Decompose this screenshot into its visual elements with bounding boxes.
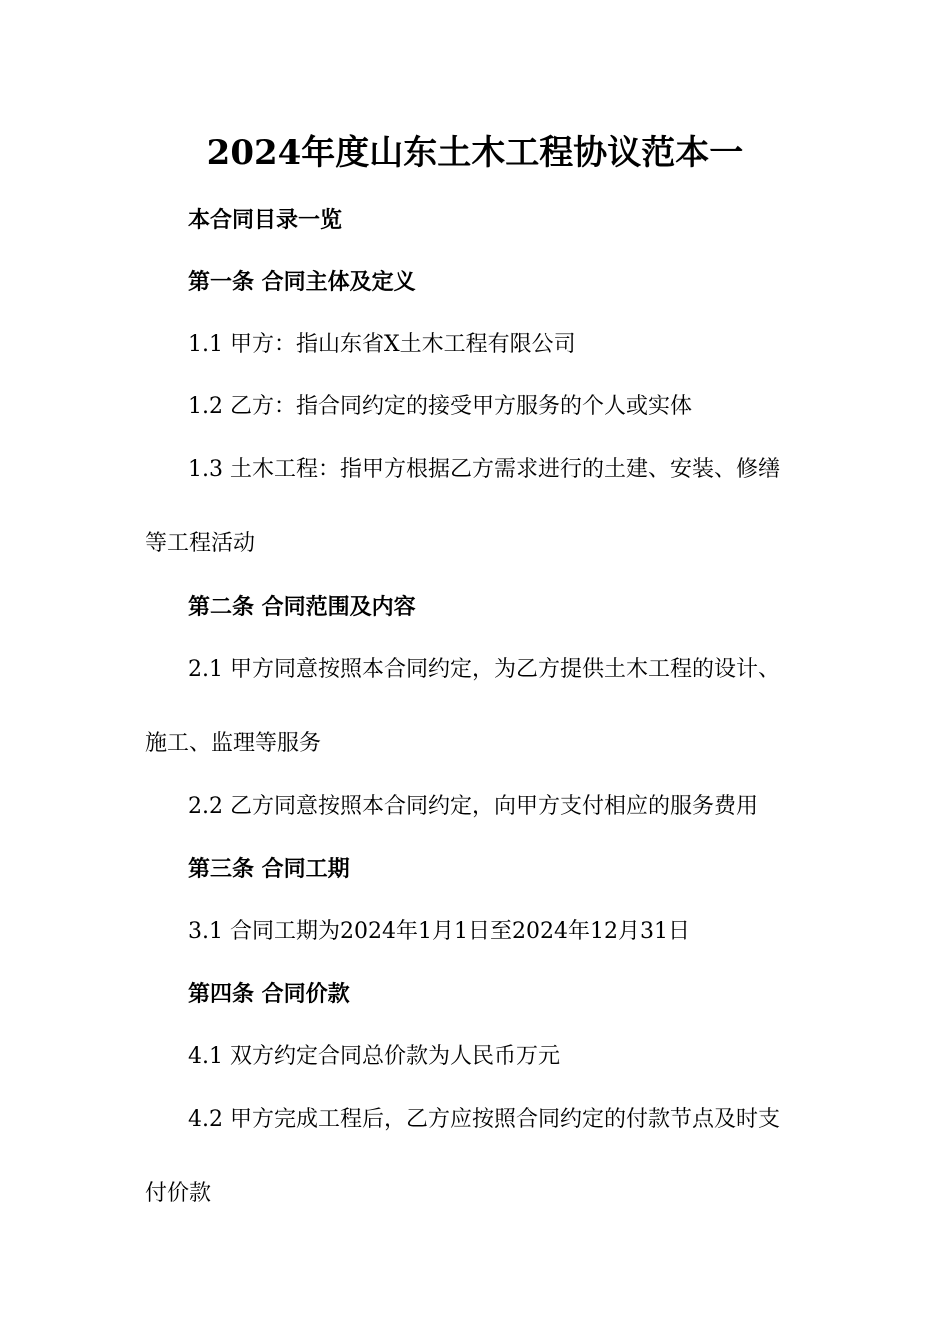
document-title: 2024年度山东土木工程协议范本一 (206, 133, 744, 173)
clause-3-1: 3.1 合同工期为2024年1月1日至2024年12月31日 (188, 919, 690, 944)
clause-2-1-line-1: 2.1 甲方同意按照本合同约定，为乙方提供土木工程的设计、 (188, 657, 780, 682)
clause-1-3-line-2: 等工程活动 (145, 531, 256, 556)
article-2-heading: 第二条 合同范围及内容 (188, 594, 416, 620)
clause-1-1: 1.1 甲方：指山东省X土木工程有限公司 (188, 332, 576, 357)
article-1-heading: 第一条 合同主体及定义 (188, 269, 416, 295)
clause-1-3-line-1: 1.3 土木工程：指甲方根据乙方需求进行的土建、安装、修缮 (188, 457, 780, 482)
toc-heading: 本合同目录一览 (188, 207, 343, 233)
article-3-heading: 第三条 合同工期 (188, 856, 350, 882)
clause-1-2: 1.2 乙方：指合同约定的接受甲方服务的个人或实体 (188, 394, 692, 419)
clause-2-2: 2.2 乙方同意按照本合同约定，向甲方支付相应的服务费用 (188, 794, 758, 819)
article-4-heading: 第四条 合同价款 (188, 981, 350, 1007)
clause-4-2-line-1: 4.2 甲方完成工程后，乙方应按照合同约定的付款节点及时支 (188, 1107, 780, 1132)
clause-4-2-line-2: 付价款 (145, 1181, 212, 1206)
clause-4-1: 4.1 双方约定合同总价款为人民币万元 (188, 1044, 560, 1069)
clause-2-1-line-2: 施工、监理等服务 (145, 731, 322, 756)
